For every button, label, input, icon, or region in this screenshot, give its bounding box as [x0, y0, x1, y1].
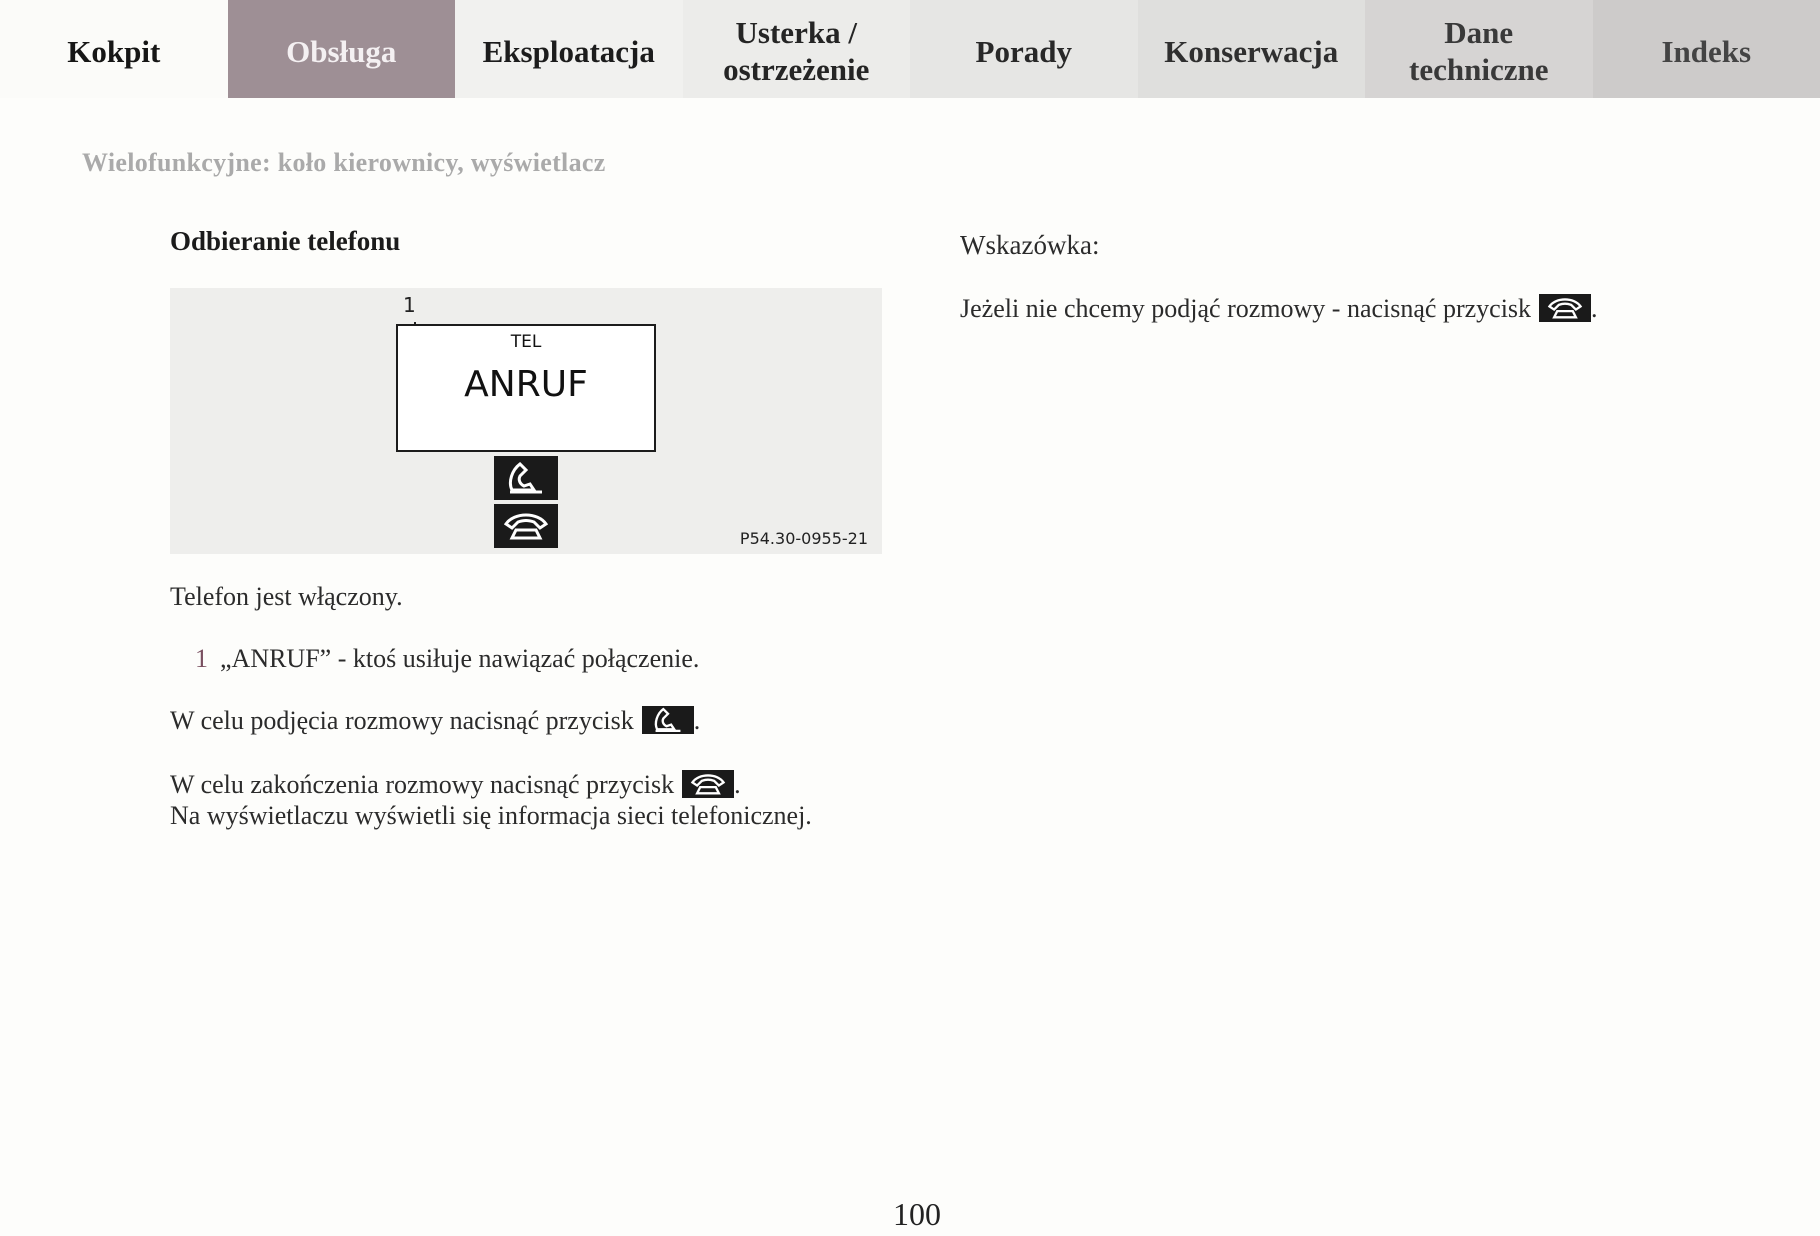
tab-porady[interactable]: Porady	[910, 0, 1138, 98]
figure-callout-number: 1	[403, 293, 416, 317]
list-item-text: „ANRUF” - ktoś usiłuje nawiązać połączenie.	[220, 644, 700, 673]
tab-dane-techniczne[interactable]: Dane techniczne	[1365, 0, 1593, 98]
figure-code: P54.30-0955-21	[739, 529, 868, 548]
tab-kokpit[interactable]: Kokpit	[0, 0, 228, 98]
list-item-number: 1	[195, 644, 208, 673]
multifunction-display	[396, 324, 656, 452]
phone-hangup-button	[494, 504, 558, 548]
tab-obsluga[interactable]: Obsługa	[228, 0, 456, 98]
hint-instruction-text: Jeżeli nie chcemy podjąć rozmowy - nacisnąć przycisk	[960, 294, 1532, 323]
list-item-anruf	[195, 644, 699, 674]
paragraph-phone-on: Telefon jest włączony.	[170, 582, 403, 611]
display-anruf-message: ANRUF	[464, 364, 588, 405]
paragraph-network-info: Na wyświetlaczu wyświetli się informacja sieci telefonicznej.	[170, 801, 812, 830]
hangup-instruction-text: W celu zakończenia rozmowy nacisnąć przycisk	[170, 770, 675, 799]
phone-hangup-icon	[502, 508, 550, 544]
tab-eksploatacja[interactable]: Eksploatacja	[455, 0, 683, 98]
hint-text: Jeżeli nie chcemy podjąć rozmowy - nacisnąć przycisk .	[960, 294, 1598, 323]
display-tel-label: TEL	[510, 332, 542, 352]
paragraph-pickup: W celu podjęcia rozmowy nacisnąć przycisk .	[170, 706, 701, 735]
phone-pickup-icon	[504, 460, 548, 496]
breadcrumb: Wielofunkcyjne: koło kierownicy, wyświetlacz	[82, 148, 606, 177]
tab-indeks[interactable]: Indeks	[1593, 0, 1820, 98]
inline-hangup-key	[682, 770, 734, 798]
display-figure	[170, 288, 882, 554]
pickup-instruction-text: W celu podjęcia rozmowy nacisnąć przycisk	[170, 706, 634, 735]
inline-hangup-key	[1539, 294, 1591, 322]
hint-label: Wskazówka:	[960, 230, 1100, 260]
paragraph-hangup: W celu zakończenia rozmowy nacisnąć przycisk .	[170, 770, 741, 799]
section-title: Odbieranie telefonu	[170, 226, 401, 256]
tab-usterka-ostrzezenie[interactable]: Usterka / ostrzeżenie	[683, 0, 911, 98]
page-number: 100	[893, 1196, 941, 1232]
section-tab-bar	[0, 0, 1820, 98]
phone-hangup-icon	[1544, 294, 1586, 322]
phone-hangup-icon	[687, 770, 729, 798]
phone-pickup-icon	[648, 706, 688, 734]
inline-pickup-key	[642, 706, 694, 734]
tab-konserwacja[interactable]: Konserwacja	[1138, 0, 1366, 98]
phone-pickup-button	[494, 456, 558, 500]
